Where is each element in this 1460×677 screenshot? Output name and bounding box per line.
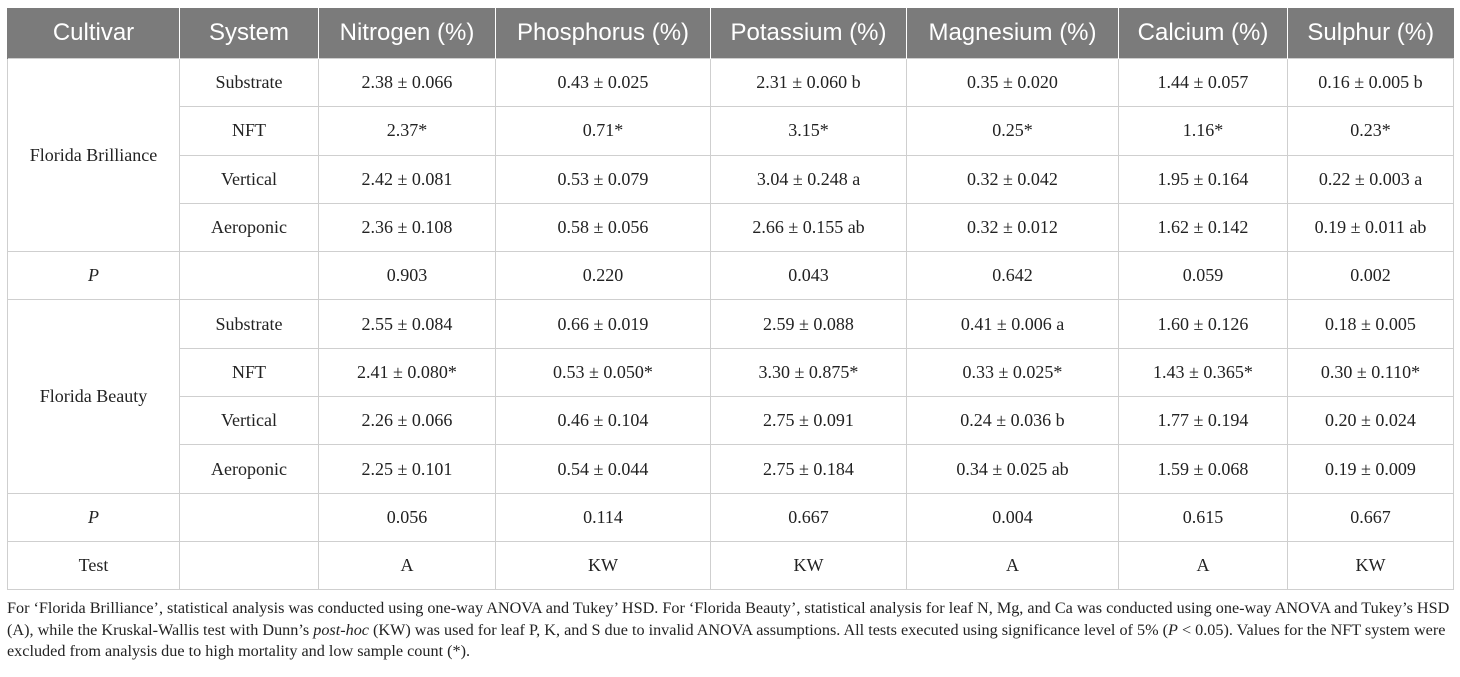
value-cell: 2.38 ± 0.066 — [319, 59, 496, 107]
p-label-cell — [8, 493, 180, 541]
value-cell: 1.60 ± 0.126 — [1119, 300, 1288, 348]
p-value-cell: 0.114 — [496, 493, 711, 541]
test-cell: A — [907, 541, 1119, 589]
system-cell: Vertical — [180, 155, 319, 203]
value-cell: 2.26 ± 0.066 — [319, 397, 496, 445]
table-row — [8, 397, 1454, 445]
value-cell: 2.41 ± 0.080* — [319, 348, 496, 396]
system-cell: Substrate — [180, 300, 319, 348]
value-cell: 0.41 ± 0.006 a — [907, 300, 1119, 348]
value-cell: 0.34 ± 0.025 ab — [907, 445, 1119, 493]
test-cell: A — [1119, 541, 1288, 589]
cultivar-cell: Florida Brilliance — [8, 59, 180, 252]
footnote-text: For ‘Florida Brilliance’, statistical analysis was conducted using one-way ANOVA and Tukey’ HSD. For ‘Florida Beauty’, statistical analysis for leaf N, Mg, and Ca was conducted using one-way ANOVA and Tukey’s HSD (A), while the Kruskal-Wallis test with Dunn’s — [7, 599, 1450, 639]
system-cell: NFT — [180, 348, 319, 396]
p-value-cell: 0.642 — [907, 252, 1119, 300]
header-sulphur: Sulphur (%) — [1288, 8, 1454, 59]
p-value-cell: 0.004 — [907, 493, 1119, 541]
value-cell: 0.32 ± 0.012 — [907, 203, 1119, 251]
empty-cell — [180, 541, 319, 589]
value-cell: 2.75 ± 0.184 — [711, 445, 907, 493]
value-cell: 3.04 ± 0.248 a — [711, 155, 907, 203]
value-cell: 3.30 ± 0.875* — [711, 348, 907, 396]
value-cell: 0.46 ± 0.104 — [496, 397, 711, 445]
test-cell: A — [319, 541, 496, 589]
table-footnote — [7, 598, 1453, 663]
table-row — [8, 155, 1454, 203]
value-cell: 0.25* — [907, 107, 1119, 155]
nutrient-table — [7, 8, 1454, 590]
value-cell: 2.42 ± 0.081 — [319, 155, 496, 203]
value-cell: 3.15* — [711, 107, 907, 155]
value-cell: 1.16* — [1119, 107, 1288, 155]
p-value-cell: 0.043 — [711, 252, 907, 300]
p-value-cell: 0.903 — [319, 252, 496, 300]
value-cell: 0.19 ± 0.009 — [1288, 445, 1454, 493]
p-label-cell — [8, 252, 180, 300]
footnote-italic: post-hoc — [313, 620, 369, 639]
header-phosphorus: Phosphorus (%) — [496, 8, 711, 59]
value-cell: 0.23* — [1288, 107, 1454, 155]
value-cell: 0.18 ± 0.005 — [1288, 300, 1454, 348]
test-cell: KW — [496, 541, 711, 589]
value-cell: 1.59 ± 0.068 — [1119, 445, 1288, 493]
system-cell: Aeroponic — [180, 203, 319, 251]
test-row — [8, 541, 1454, 589]
value-cell: 1.77 ± 0.194 — [1119, 397, 1288, 445]
value-cell: 2.31 ± 0.060 b — [711, 59, 907, 107]
system-cell: NFT — [180, 107, 319, 155]
value-cell: 1.95 ± 0.164 — [1119, 155, 1288, 203]
table-row — [8, 445, 1454, 493]
value-cell: 0.71* — [496, 107, 711, 155]
p-value-cell: 0.002 — [1288, 252, 1454, 300]
value-cell: 0.24 ± 0.036 b — [907, 397, 1119, 445]
value-cell: 0.54 ± 0.044 — [496, 445, 711, 493]
value-cell: 0.32 ± 0.042 — [907, 155, 1119, 203]
value-cell: 2.25 ± 0.101 — [319, 445, 496, 493]
empty-cell — [180, 252, 319, 300]
system-cell: Vertical — [180, 397, 319, 445]
p-value-cell: 0.056 — [319, 493, 496, 541]
value-cell: 1.44 ± 0.057 — [1119, 59, 1288, 107]
test-label-cell: Test — [8, 541, 180, 589]
value-cell: 0.53 ± 0.050* — [496, 348, 711, 396]
value-cell: 2.36 ± 0.108 — [319, 203, 496, 251]
value-cell: 0.43 ± 0.025 — [496, 59, 711, 107]
value-cell: 0.20 ± 0.024 — [1288, 397, 1454, 445]
footnote-text: < 0.05). Values for the NFT system were excluded from analysis due to high mortality and low sample count (*). — [7, 620, 1446, 661]
value-cell: 2.37* — [319, 107, 496, 155]
p-value-cell: 0.059 — [1119, 252, 1288, 300]
value-cell: 2.55 ± 0.084 — [319, 300, 496, 348]
header-row — [8, 8, 1454, 59]
table-row — [8, 348, 1454, 396]
p-value-row — [8, 252, 1454, 300]
header-potassium: Potassium (%) — [711, 8, 907, 59]
p-value-cell: 0.220 — [496, 252, 711, 300]
system-cell: Substrate — [180, 59, 319, 107]
value-cell: 0.30 ± 0.110* — [1288, 348, 1454, 396]
header-nitrogen: Nitrogen (%) — [319, 8, 496, 59]
p-value-cell: 0.667 — [1288, 493, 1454, 541]
p-label: P — [88, 506, 99, 527]
value-cell: 1.62 ± 0.142 — [1119, 203, 1288, 251]
system-cell: Aeroponic — [180, 445, 319, 493]
table-row — [8, 300, 1454, 348]
p-value-row — [8, 493, 1454, 541]
p-value-cell: 0.667 — [711, 493, 907, 541]
footnote-text: (KW) was used for leaf P, K, and S due to invalid ANOVA assumptions. All tests executed using significance level of 5% ( — [368, 620, 1169, 639]
table-row — [8, 203, 1454, 251]
header-calcium: Calcium (%) — [1119, 8, 1288, 59]
table-row — [8, 107, 1454, 155]
value-cell: 2.66 ± 0.155 ab — [711, 203, 907, 251]
value-cell: 1.43 ± 0.365* — [1119, 348, 1288, 396]
header-cultivar: Cultivar — [8, 8, 180, 59]
test-cell: KW — [1288, 541, 1454, 589]
test-cell: KW — [711, 541, 907, 589]
header-system: System — [180, 8, 319, 59]
value-cell: 0.35 ± 0.020 — [907, 59, 1119, 107]
table-container — [7, 8, 1453, 663]
value-cell: 0.19 ± 0.011 ab — [1288, 203, 1454, 251]
cultivar-cell: Florida Beauty — [8, 300, 180, 493]
value-cell: 0.66 ± 0.019 — [496, 300, 711, 348]
table-row — [8, 59, 1454, 107]
value-cell: 0.33 ± 0.025* — [907, 348, 1119, 396]
value-cell: 0.16 ± 0.005 b — [1288, 59, 1454, 107]
value-cell: 2.59 ± 0.088 — [711, 300, 907, 348]
p-label: P — [88, 265, 99, 286]
value-cell: 0.53 ± 0.079 — [496, 155, 711, 203]
value-cell: 0.22 ± 0.003 a — [1288, 155, 1454, 203]
footnote-italic: P — [1168, 620, 1178, 639]
value-cell: 2.75 ± 0.091 — [711, 397, 907, 445]
value-cell: 0.58 ± 0.056 — [496, 203, 711, 251]
empty-cell — [180, 493, 319, 541]
p-value-cell: 0.615 — [1119, 493, 1288, 541]
header-magnesium: Magnesium (%) — [907, 8, 1119, 59]
